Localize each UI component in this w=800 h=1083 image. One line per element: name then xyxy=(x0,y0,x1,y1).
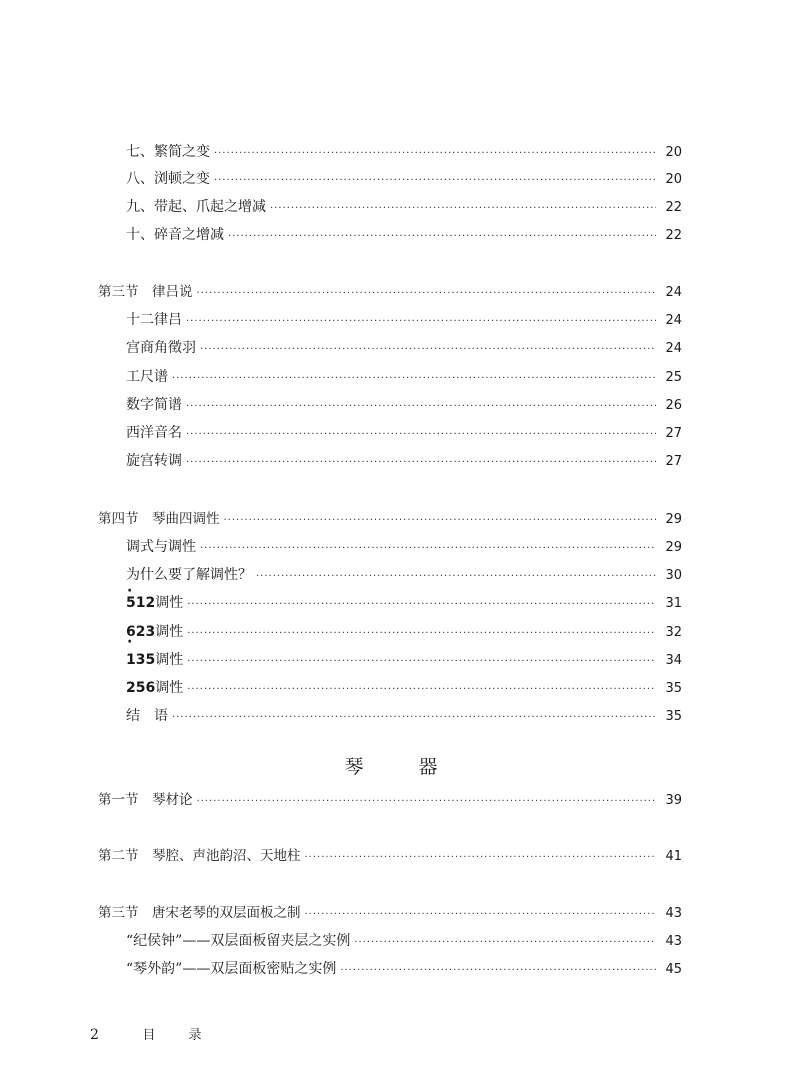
dot-leader xyxy=(354,932,656,954)
entry-page: 35 xyxy=(665,709,682,724)
entry-page: 22 xyxy=(665,228,682,243)
entry-title: 九、带起、爪起之增减 xyxy=(126,199,266,215)
toc-entry xyxy=(126,677,682,699)
entry-page: 29 xyxy=(665,540,682,555)
entry-title: 七、繁简之变 xyxy=(126,144,210,160)
entry-page: 24 xyxy=(665,313,682,328)
entry-title: 十二律吕 xyxy=(126,312,182,328)
toc-entry xyxy=(126,592,682,614)
entry-page: 31 xyxy=(665,596,682,611)
scale-number: 256 xyxy=(126,680,156,696)
toc-section-entry xyxy=(98,845,682,867)
dot-leader xyxy=(200,538,656,560)
entry-title: 调性 xyxy=(155,624,184,640)
entry-page: 43 xyxy=(665,906,682,921)
scale-number: 623 · xyxy=(126,621,155,643)
entry-page: 34 xyxy=(665,653,682,668)
page-number: 2 xyxy=(90,1027,99,1043)
dot-leader xyxy=(186,396,656,418)
toc-entry xyxy=(126,422,682,444)
dot-leader xyxy=(197,791,657,813)
entry-page: 26 xyxy=(665,398,682,413)
entry-title: 数字简谱 xyxy=(126,397,182,413)
toc-entry xyxy=(126,649,682,671)
toc-entry xyxy=(126,536,682,558)
dot-leader xyxy=(256,566,656,588)
dot-leader xyxy=(340,960,656,982)
entry-title: 调性 xyxy=(155,595,184,611)
entry-page: 20 xyxy=(665,172,682,187)
dot-leader xyxy=(187,679,656,701)
toc-entry xyxy=(126,224,682,246)
dot-leader xyxy=(187,651,656,673)
page-footer xyxy=(90,1024,211,1043)
section-title: 琴 器 xyxy=(344,756,456,778)
entry-title: 旋宫转调 xyxy=(126,453,182,469)
entry-page: 30 xyxy=(665,568,682,583)
dot-leader xyxy=(270,198,656,220)
entry-page: 24 xyxy=(665,285,682,300)
toc-entry xyxy=(126,309,682,331)
toc-section-entry xyxy=(98,508,682,530)
entry-page: 43 xyxy=(665,934,682,949)
toc-entry xyxy=(126,930,682,952)
entry-page: 27 xyxy=(665,454,682,469)
entry-title: 第四节 琴曲四调性 xyxy=(98,511,220,527)
entry-page: 22 xyxy=(665,200,682,215)
entry-title: 调性 xyxy=(155,680,184,696)
toc-entry xyxy=(126,705,682,727)
entry-title: “纪侯钟”——双层面板留夹层之实例 xyxy=(126,933,351,949)
entry-page: 20 xyxy=(665,145,682,160)
toc-section-entry xyxy=(98,281,682,303)
toc-entry xyxy=(126,564,682,586)
entry-page: 41 xyxy=(665,849,682,864)
entry-title: 第三节 唐宋老琴的双层面板之制 xyxy=(98,905,301,921)
entry-title: 调式与调性 xyxy=(126,539,196,555)
dot-leader xyxy=(186,452,656,474)
entry-page: 27 xyxy=(665,426,682,441)
scale-number: · 512 xyxy=(126,592,155,614)
dot-leader xyxy=(200,339,656,361)
toc-entry xyxy=(126,366,682,388)
dot-leader xyxy=(186,424,656,446)
running-title: 目 录 xyxy=(142,1028,212,1043)
entry-title: 宫商角徵羽 xyxy=(126,340,196,356)
dot-leader xyxy=(228,226,656,248)
dot-leader xyxy=(186,311,656,333)
dot-leader xyxy=(224,510,657,532)
entry-title: 西洋音名 xyxy=(126,425,182,441)
entry-title: 结 语 xyxy=(126,708,168,724)
entry-page: 45 xyxy=(665,962,682,977)
entry-title: 八、浏顿之变 xyxy=(126,171,210,187)
entry-page: 39 xyxy=(665,793,682,808)
entry-title: 为什么要了解调性？ xyxy=(126,567,252,583)
dot-leader xyxy=(172,368,656,390)
toc-section-entry xyxy=(98,789,682,811)
entry-title: 第二节 琴腔、声池韵沼、天地柱 xyxy=(98,848,301,864)
dot-leader xyxy=(187,594,656,616)
entry-title: 第一节 琴材论 xyxy=(98,792,193,808)
dot-leader xyxy=(214,170,656,192)
entry-title: 调性 xyxy=(155,652,184,668)
entry-title: 十、碎音之增减 xyxy=(126,227,224,243)
dot-leader xyxy=(172,707,656,729)
entry-page: 25 xyxy=(665,370,682,385)
dot-leader xyxy=(305,847,657,869)
entry-page: 32 xyxy=(665,625,682,640)
entry-title: 第三节 律吕说 xyxy=(98,284,193,300)
entry-page: 24 xyxy=(665,341,682,356)
toc-entry xyxy=(126,337,682,359)
toc-entry xyxy=(126,621,682,643)
toc-entry xyxy=(126,394,682,416)
scale-number: 135 xyxy=(126,652,156,668)
toc-entry xyxy=(126,450,682,472)
dot-leader xyxy=(187,623,656,645)
entry-title: 工尺谱 xyxy=(126,369,168,385)
toc-entry xyxy=(126,141,682,163)
toc-entry xyxy=(126,196,682,218)
entry-page: 35 xyxy=(665,681,682,696)
entry-page: 29 xyxy=(665,512,682,527)
dot-leader xyxy=(197,283,657,305)
dot-leader xyxy=(214,143,656,165)
toc-entry xyxy=(126,958,682,980)
entry-title: “琴外韵”——双层面板密贴之实例 xyxy=(126,961,337,977)
toc-section-entry xyxy=(98,902,682,924)
dot-leader xyxy=(305,904,657,926)
toc-entry xyxy=(126,168,682,190)
